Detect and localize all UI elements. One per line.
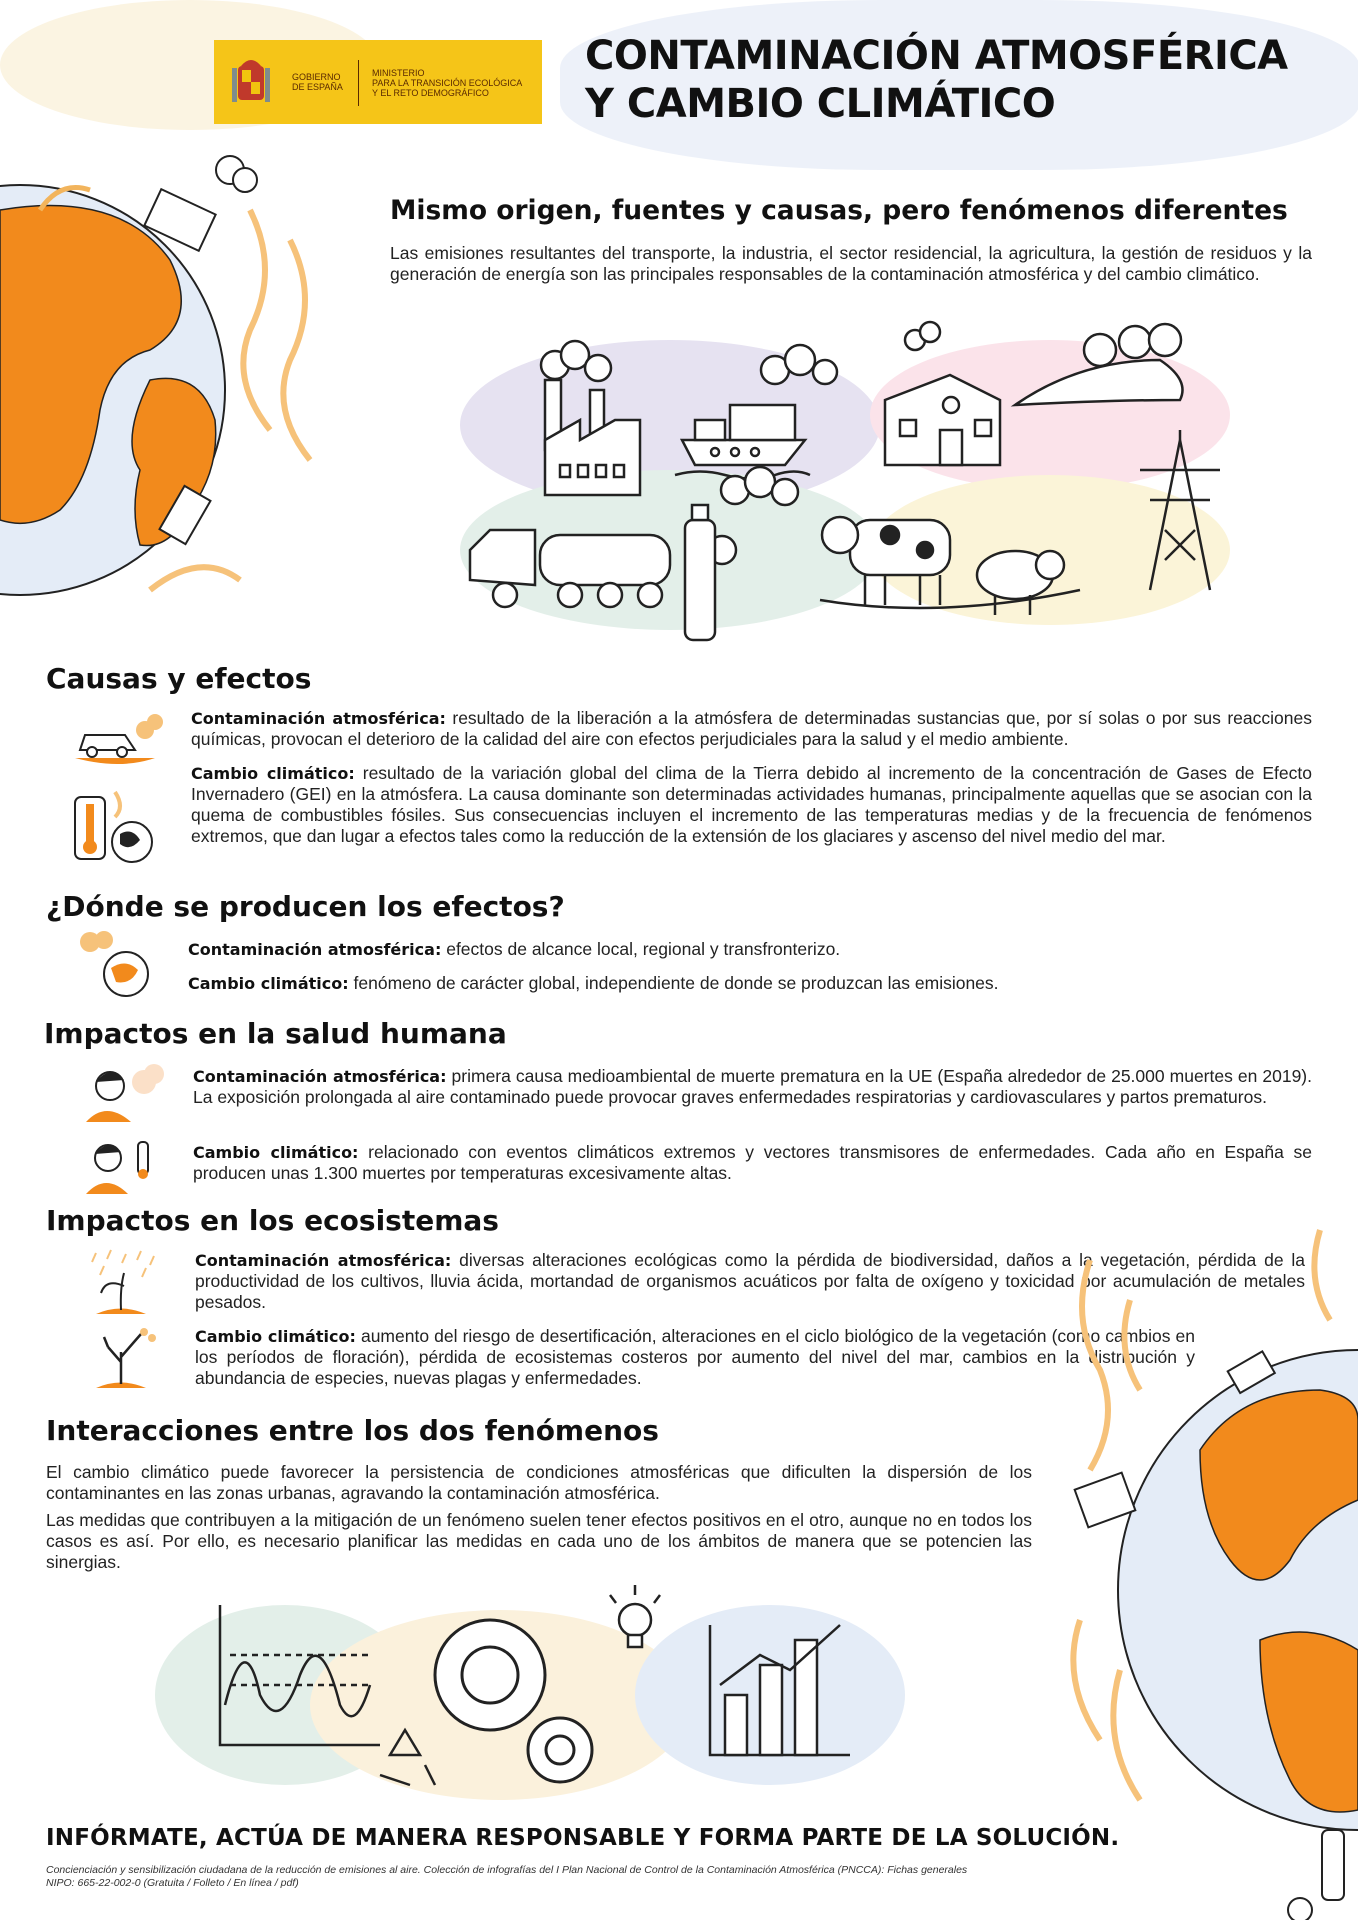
logo-divider <box>358 60 359 106</box>
page-title: CONTAMINACIÓN ATMOSFÉRICA Y CAMBIO CLIMÁTICO <box>585 33 1288 127</box>
ministry-text: MINISTERIO PARA LA TRANSICIÓN ECOLÓGICA Y EL RETO DEMOGRÁFICO <box>372 68 523 98</box>
causes-heading: Causas y efectos <box>46 662 312 695</box>
ecosystems-climate-text: Cambio climático: aumento del riesgo de desertificación, alteraciones en el ciclo biológico de la vegetación (como cambios en los períodos de floración), pérdida de ecosistemas costeros por aumento del nivel del mar, cambios en la distribución y abundancia de especies, nuevas plagas y enfermedades. <box>195 1326 1196 1388</box>
ecosystems-air-text: Contaminación atmosférica: diversas alteraciones ecológicas como la pérdida de biodiversidad, daños a la vegetación, pérdida de la productividad de los cultivos, lluvia ácida, mortandad de organismos acuáticos por falta de oxígeno y toxicidad por acumulación de metales pesados. <box>195 1250 1305 1312</box>
thermometer-globe-icon <box>70 782 160 867</box>
globe-smoke-icon <box>76 930 156 1000</box>
intro-heading: Mismo origen, fuentes y causas, pero fenómenos diferentes <box>390 195 1288 226</box>
where-air-text: Contaminación atmosférica: efectos de alcance local, regional y transfronterizo. <box>188 939 841 959</box>
coat-of-arms-icon <box>228 52 274 112</box>
earth-globe-right-icon <box>1060 1220 1358 1920</box>
dry-tree-icon <box>86 1322 164 1392</box>
government-logo <box>214 40 542 124</box>
person-heat-icon <box>86 1134 158 1196</box>
causes-climate-text: Cambio climático: resultado de la variación global del clima de la Tierra debido al incremento de la concentración de Gases de Efecto Invernadero (GEI) en la atmósfera. La causa dominante son determinadas actividades humanas, principalmente aquellas que se asocian con la quema de combustibles fósiles. Sus consecuencias incluyen el incremento de las temperaturas medias y de la frecuencia de fenómenos extremos, que dan lugar a efectos tales como la reducción de la extensión de los glaciares y ascenso del nivel medio del mar. <box>191 763 1312 846</box>
where-heading: ¿Dónde se producen los efectos? <box>46 890 565 923</box>
health-air-text: Contaminación atmosférica: primera causa medioambiental de muerte prematura en la UE (España alrededor de 25.000 muertes en 2019). La exposición prolongada al aire contaminado puede provocar graves enfermedades respiratorias y cardiovasculares y partos prematuros. <box>193 1066 1312 1107</box>
footer-credits: Concienciación y sensibilización ciudadana de la reducción de emisiones al aire. Colección de infografías del I Plan Nacional de Control de la Contaminación Atmosférica (PNCCA): Fichas generales <box>46 1864 968 1876</box>
person-coughing-icon <box>86 1062 164 1126</box>
intro-text: Las emisiones resultantes del transporte, la industria, el sector residencial, la agricultura, la gestión de residuos y la generación de energía son las principales responsables de la contaminación atmosférica y del cambio climático. <box>390 243 1312 284</box>
earth-globe-left-icon <box>0 150 340 620</box>
car-pollution-icon <box>70 710 165 766</box>
footer-slogan: INFÓRMATE, ACTÚA DE MANERA RESPONSABLE Y FORMA PARTE DE LA SOLUCIÓN. <box>46 1825 1120 1851</box>
gov-left-text: GOBIERNO DE ESPAÑA <box>292 72 343 92</box>
interactions-p1: El cambio climático puede favorecer la persistencia de condiciones atmosféricas que dificulten la dispersión de los contaminantes en las zonas urbanas, agravando la contaminación atmosférica. <box>46 1462 1032 1503</box>
causes-air-text: Contaminación atmosférica: resultado de la liberación a la atmósfera de determinadas sustancias que, por sí solas o por sus reacciones químicas, provocan el deterioro de la calidad del aire con efectos perjudiciales para la salud y el medio ambiente. <box>191 708 1312 749</box>
acid-rain-plant-icon <box>86 1248 164 1318</box>
interactions-p2: Las medidas que contribuyen a la mitigación de un fenómeno suelen tener efectos positivos en el otro, aunque no en todos los casos es así. Por ello, es necesario planificar las medidas en cada uno de los ámbitos de manera que se potencien las sinergias. <box>46 1510 1032 1572</box>
mitigation-illustration <box>150 1585 930 1805</box>
health-heading: Impactos en la salud humana <box>44 1017 507 1050</box>
health-climate-text: Cambio climático: relacionado con eventos climáticos extremos y vectores transmisores de enfermedades. Cada año en España se producen unas 1.300 muertes por temperaturas excesivamente altas. <box>193 1142 1312 1183</box>
where-climate-text: Cambio climático: fenómeno de carácter global, independiente de donde se produzcan las emisiones. <box>188 973 999 993</box>
emission-sources-illustration <box>460 320 1240 650</box>
house-icon <box>885 322 1000 465</box>
ecosystems-heading: Impactos en los ecosistemas <box>46 1204 499 1237</box>
footer-nipo: NIPO: 665-22-002-0 (Gratuita / Folleto / En línea / pdf) <box>46 1877 299 1889</box>
interactions-heading: Interacciones entre los dos fenómenos <box>46 1414 659 1447</box>
